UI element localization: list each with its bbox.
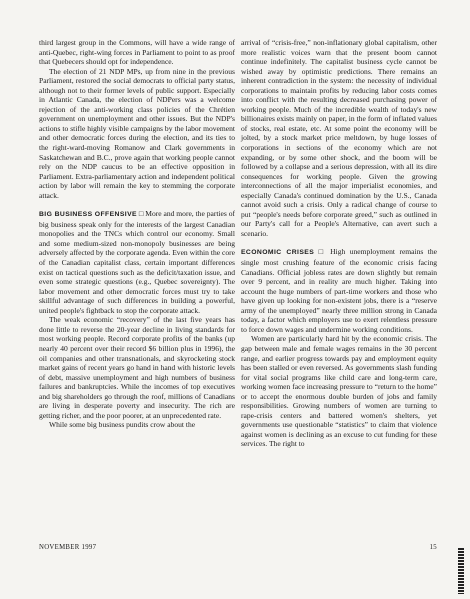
paragraph: arrival of “crisis-free,” non-inflationary global capitalism, other more realistic voices warn that the present boom cannot continue indefinitely. The capitalist business cycle cannot be wished away by optimistic predictions. There remains an inherent contradiction in the system: the necessity of individual corporations to maintain profits by reducing labor costs comes into conflict with the resulting decreased purchasing power of working people. Much of the incredible wealth of today's new billionaires exists mainly on paper, in the form of inflated values of stocks, real estate, etc. At some point the economy will be jolted, by a stock market price meltdown, by huge losses of corporations in sections of the economy which are not expanding, or by some other shock, and the boom will be followed by a collapse and a serious depression, with all its dire consequences for working people. Given the growing interconnections of all the major imperialist economies, and especially Canada's continued domination by the U.S., Canada cannot avoid such a crisis. Only a radical change of course to put “people's needs before corporate greed,” such as outlined in our Party's call for a People's Alternative, can avert such a scenario. — [241, 38, 437, 238]
page-number: 15 — [429, 544, 437, 551]
section-separator: □ — [138, 209, 144, 219]
section-separator: □ — [318, 247, 326, 257]
section-paragraph — [241, 247, 437, 334]
paragraph-text: High unemployment remains the single most crushing feature of the economic crisis facing Canadians. Official jobless rates are down slightly but remain over 9 percent, and in reality are much higher. Taking into account the huge numbers of part-time workers and those who have given up looking for non-existent jobs, there is a “reserve army of the unemployed” nearly three million strong in Canada today, a factor which employers use to exert relentless pressure to force down wages and undermine working conditions. — [241, 247, 437, 334]
paragraph: While some big business pundits crow about the — [49, 420, 196, 430]
paragraph: Women are particularly hard hit by the economic crisis. The gap between male and female wages remains in the 30 percent range, and earlier progress towards pay and employment equity has been stalled or even reversed. As governments slash funding for vital social programs like child care and long-term care, working women face increasing pressure to “return to the home” or to accept the enormous double burden of jobs and family responsibilities. Growing numbers of women are turning to rape-crisis centers and battered women's shelters, yet governments use questionable “statistics” to claim that violence against women is declining as an excuse to cut funding for these services. The right to — [241, 334, 437, 449]
left-column — [39, 38, 235, 430]
paragraph: The election of 21 NDP MPs, up from nine in the previous Parliament, restored the social democrats to official party status, although not to their former levels of public support. Especially in Atlantic Canada, the election of NDPers was a welcome rejection of the anti-working class policies of the Chrétien government on unemployment and other issues. But the NDP's actions to stifle highly visible campaigns by the labor movement and other democratic forces during the election, and its ties to the right-ward-moving Romanow and Clark governments in Saskatchewan and B.C., prove again that working people cannot rely on the NDP caucus to be an effective opposition in Parliament. Extra-parliamentary action and independent political action by labor will remain the key to stemming the corporate attack. — [39, 66, 235, 200]
section-heading: ECONOMIC CRISES — [241, 249, 315, 257]
binding-edge-marks — [458, 548, 464, 594]
section-paragraph — [39, 209, 235, 315]
paragraph: third largest group in the Commons, will have a wide range of anti-Quebec, right-wing forces in Parliament to point to as proof that Quebecers should opt for independence. — [39, 38, 235, 67]
right-column — [241, 38, 437, 449]
paragraph: The weak economic “recovery” of the last five years has done little to reverse the 20-year decline in living standards for most working people. Record corporate profits of the banks (up nearly 40 percent over their record $6 billion plus in 1996), the oil companies and other transnationals, and skyrocketing stock market gains of recent years go hand in hand with historic levels of debt, massive unemployment and high numbers of business failures and bankruptcies. While the incomes of top executives and big shareholders go through the roof, millions of Canadians are living in desperate poverty and insecurity. The rich are getting richer, and the poor poorer, at an unprecedented rate. — [39, 315, 235, 420]
footer-date: NOVEMBER 1997 — [39, 544, 97, 551]
section-heading: BIG BUSINESS OFFENSIVE — [39, 211, 137, 219]
paragraph-text: More and more, the parties of big business speak only for the interests of the largest Canadian monopolies and the TNCs which control our economy. Small and some medium-sized non-monopoly businesses are being adversely affected by the corporate agenda. Even within the core of the Canadian capitalist class, certain important differences exist on tactical questions such as the deficit/taxation issue, and even some strategic questions (e.g., Quebec sovereignty). The labor movement and other democratic forces must try to take skillful advantage of such differences in building a powerful, united people's fightback to stop the corporate attack. — [39, 209, 235, 315]
